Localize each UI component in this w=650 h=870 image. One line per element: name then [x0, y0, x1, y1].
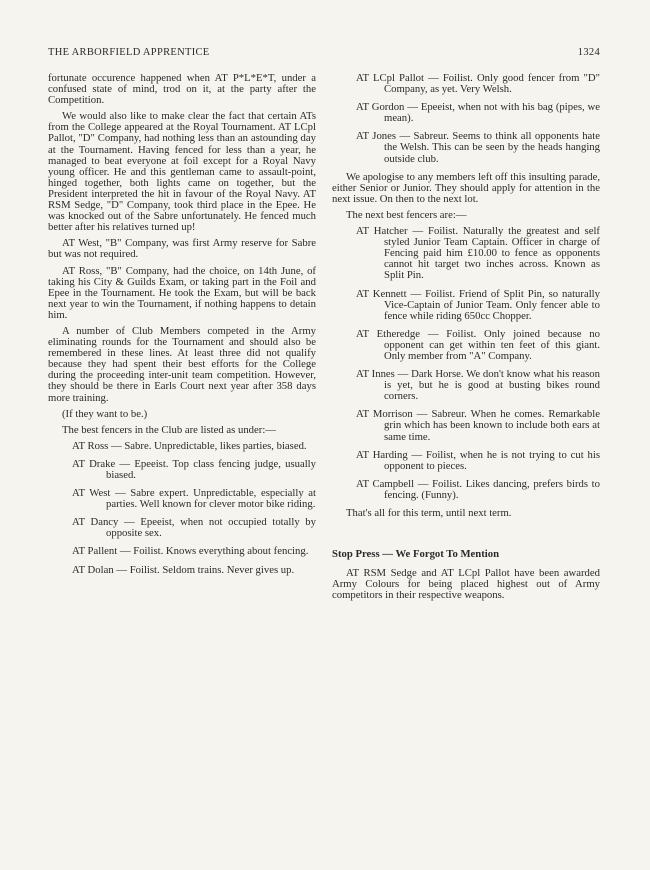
- paragraph-ross: AT Ross, "B" Company, had the choice, on 14th June, of taking his City & Guilds Exam, or taking part in the Foil and Epee in the Tournament. He took the Exam, but will be back next year to win the Tournament, if nothing happens to detain him.: [48, 264, 316, 321]
- list-item: AT Drake — Epeeist. Top class fencing judge, usually biased.: [72, 457, 316, 481]
- paragraph-aside: (If they want to be.): [62, 407, 148, 420]
- publication-title: THE ARBORFIELD APPRENTICE: [48, 47, 210, 58]
- page-header: [48, 47, 600, 63]
- best-fencers-list-continued: [332, 73, 600, 165]
- list-item: AT Campbell — Foilist. Likes dancing, prefers birds to fencing. (Funny).: [356, 477, 600, 501]
- list-item: AT LCpl Pallot — Foilist. Only good fencer from "D" Company, as yet. Very Welsh.: [356, 72, 600, 96]
- stop-press-text: AT RSM Sedge and AT LCpl Pallot have been awarded Army Colours for being placed highest out of Army competitors in their respective weapons.: [332, 567, 600, 602]
- list-item: AT Etheredge — Foilist. Only joined because no opponent can get within ten feet of this giant. Only member from "A" Company.: [356, 327, 600, 362]
- left-column: [48, 73, 316, 583]
- list-item: AT Gordon — Epeeist, when not with his bag (pipes, we mean).: [356, 101, 600, 125]
- list-item: AT Innes — Dark Horse. We don't know what his reason is yet, but he is good at busting bikes round corners.: [356, 368, 600, 403]
- paragraph-apology: We apologise to any members left off this insulting parade, either Senior or Junior. They should apply for attention in the next issue. On then to the next lot.: [332, 170, 600, 205]
- stop-press-heading: Stop Press — We Forgot To Mention: [332, 548, 500, 561]
- list-item: AT Dolan — Foilist. Seldom trains. Never gives up.: [72, 563, 295, 576]
- paragraph-west: AT West, "B" Company, was first Army reserve for Sabre but was not required.: [48, 237, 316, 261]
- list-item: AT Harding — Foilist, when he is not trying to cut his opponent to pieces.: [356, 448, 600, 472]
- right-column: [332, 73, 600, 606]
- best-fencers-list: [48, 441, 316, 576]
- list-item: AT Jones — Sabreur. Seems to think all opponents hate the Welsh. This can be seen by the heads hanging outside club.: [356, 130, 600, 165]
- list-item: AT Hatcher — Foilist. Naturally the greatest and self styled Junior Team Captain. Officer in charge of Fencing paid him £10.00 to fence as opponents cannot hit target two inches across. Known as Split Pin.: [356, 225, 600, 282]
- page-number: 1324: [577, 47, 600, 58]
- paragraph-club-members: A number of Club Members competed in the Army eliminating rounds for the Tournament and should also be remembered in these lines. At least three did not qualify because they had spent their best efforts for the College during the proceeding inter-unit team competition. However, they should be there in Earls Court next year after 358 days more training.: [48, 324, 316, 404]
- paragraph-next-best-intro: The next best fencers are:—: [346, 208, 467, 221]
- list-item: AT Ross — Sabre. Unpredictable, likes parties, biased.: [72, 439, 307, 452]
- paragraph-continuation: fortunate occurence happened when AT P*L*E*T, under a confused state of mind, trod on it, at the party after the Competition.: [48, 72, 316, 107]
- list-item: AT Kennett — Foilist. Friend of Split Pin, so naturally Vice-Captain of Junior Team. Only fencer able to fence while riding 650cc Chopper.: [356, 287, 600, 322]
- list-item: AT Pallent — Foilist. Knows everything about fencing.: [72, 545, 309, 558]
- paragraph-closing: That's all for this term, until next term.: [346, 507, 512, 519]
- list-item: AT Dancy — Epeeist, when not occupied totally by opposite sex.: [72, 516, 316, 540]
- paragraph-best-fencers-intro: The best fencers in the Club are listed as under:—: [62, 423, 276, 436]
- next-best-fencers-list: [332, 226, 600, 501]
- paragraph-royal-tournament: We would also like to make clear the fact that certain ATs from the College appeared at the Royal Tournament. AT LCpl Pallot, "D" Company, had nothing less than an astounding day at the Tournament. Having fenced for less than a year, he managed to beat everyone at foil except for a Royal Navy young officer. He and this gentleman came to assault-point, hinged together, both lights came on together, but the President interpreted the hit in favour of the Royal Navy. AT RSM Sedge, "D" Company, took third place in the Epee. He was knocked out of the Sabre unfortunately. He fenced much better after his relatives turned up!: [48, 110, 316, 234]
- list-item: AT West — Sabre expert. Unpredictable, especially at parties. Well known for clever motor bike riding.: [72, 487, 316, 511]
- list-item: AT Morrison — Sabreur. When he comes. Remarkable grin which has been known to include both ears at same time.: [356, 408, 600, 443]
